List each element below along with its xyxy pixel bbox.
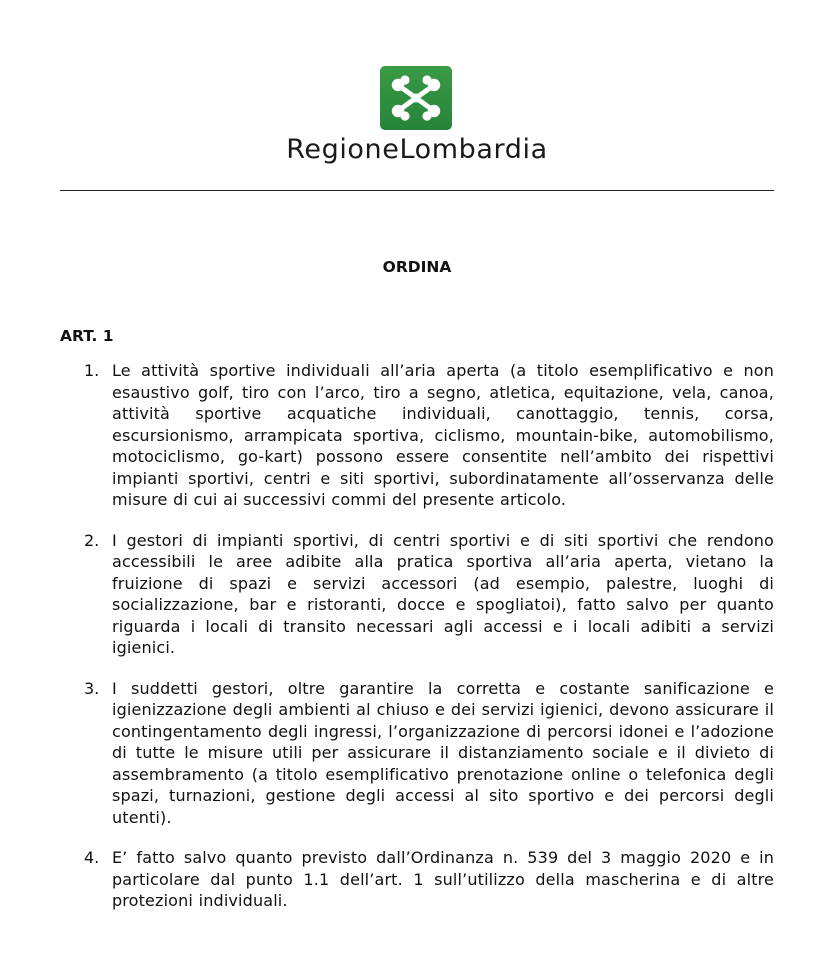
document-heading: ORDINA xyxy=(382,258,452,276)
item-number: 3. xyxy=(84,678,100,698)
list-item xyxy=(84,847,774,912)
item-number: 1. xyxy=(84,361,100,380)
item-text: I gestori di impianti sportivi, di centri sportivi e di siti sportivi che rendono accessibili le aree adibite alla pratica sportiva all’aria aperta, vietano la fruizione di spazi e servizi accessori (ad esempio, palestre, luoghi di socializzazione, bar e ristoranti, docce e spogliatoi), fatto salvo per quanto riguarda i locali di transito necessari agli accessi e i locali adibiti a servizi igienici. xyxy=(112,530,774,657)
header-divider xyxy=(60,190,774,191)
item-text: I suddetti gestori, oltre garantire la corretta e costante sanificazione e igienizzazione degli ambienti al chiuso e dei servizi igienici, devono assicurare il contingentamento degli ingressi, l’organizzazione di percorsi idonei e l’adozione di tutte le misure utili per assicurare il distanziamento sociale e il divieto di assembramento (a titolo esemplificativo prenotazione online o telefonica degli spazi, turnazioni, gestione degli accessi al sito sportivo e dei percorsi degli utenti). xyxy=(112,678,774,827)
list-item xyxy=(84,678,774,829)
article-title: ART. 1 xyxy=(60,327,114,345)
article-items xyxy=(84,360,774,931)
list-item xyxy=(84,530,774,659)
list-item xyxy=(84,360,774,511)
region-logo xyxy=(380,66,452,130)
lombardia-rose-icon xyxy=(380,66,452,130)
brand-name-part2: Lombardia xyxy=(399,134,548,165)
item-number: 4. xyxy=(84,848,100,867)
item-text: Le attività sportive individuali all’aria aperta (a titolo esemplificativo e non esaustivo golf, tiro con l’arco, tiro a segno, atletica, equitazione, vela, canoa, attività sportive acquatiche individuali, canottaggio, tennis, corsa, escursionismo, arrampicata sportiva, ciclismo, mountain-bike, automobilismo, motociclismo, go-kart) possono essere consentite nell’ambito dei rispettivi impianti sportivi, centri e siti sportivi, subordinatamente all’osservanza delle misure di cui ai successivi commi del presente articolo. xyxy=(112,361,774,509)
brand-name xyxy=(0,134,834,165)
brand-name-part1: Regione xyxy=(286,134,400,165)
item-text: E’ fatto salvo quanto previsto dall’Ordinanza n. 539 del 3 maggio 2020 e in particolare dal punto 1.1 dell’art. 1 sull’utilizzo della mascherina e di altre protezioni individuali. xyxy=(112,848,774,910)
item-number: 2. xyxy=(84,530,100,550)
